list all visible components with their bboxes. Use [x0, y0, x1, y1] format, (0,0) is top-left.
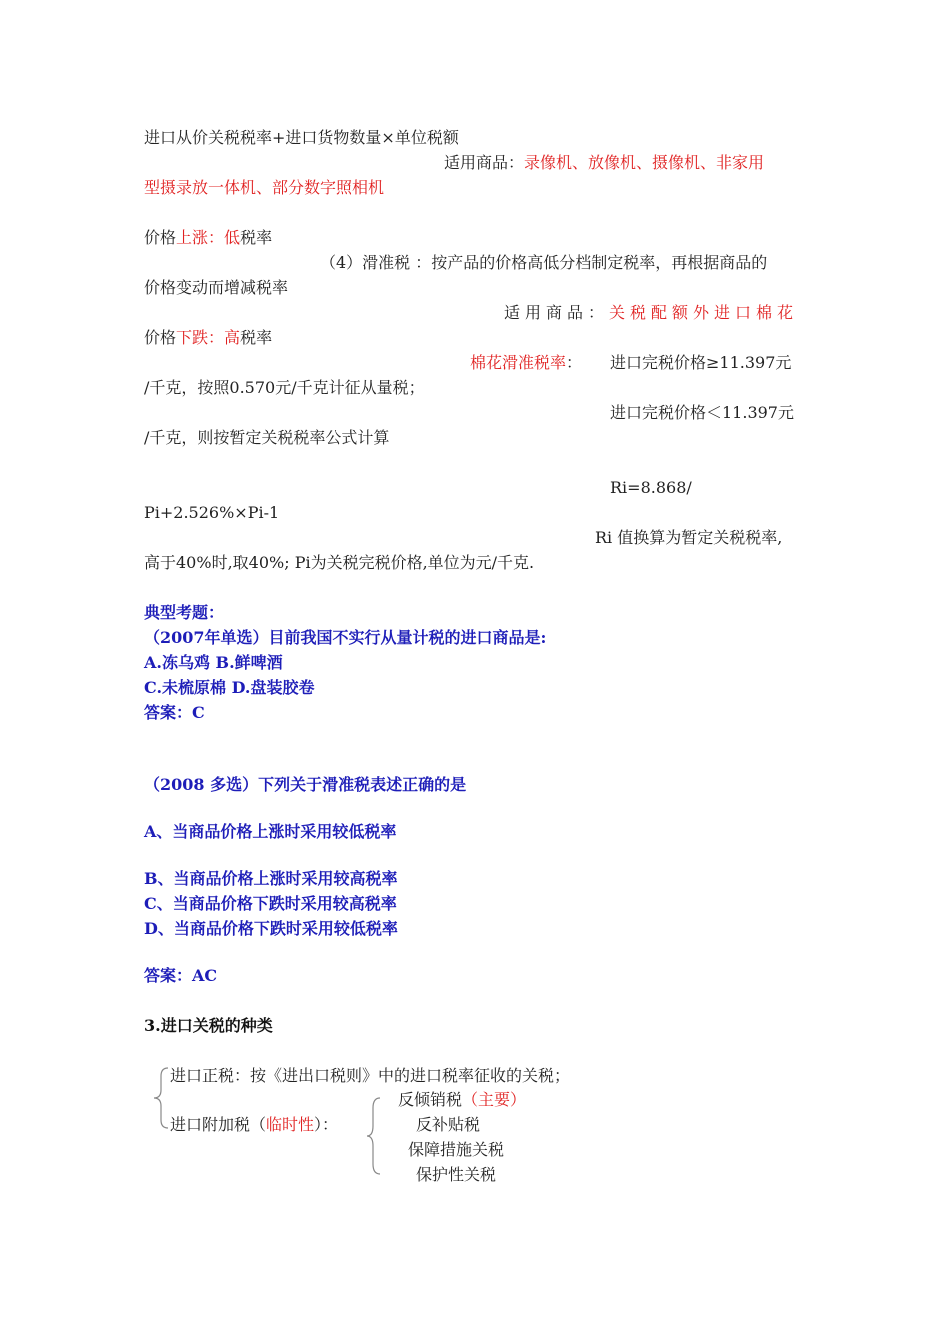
rise-label: 上涨 [176, 228, 209, 247]
sliding-tax-intro-continued: 价格变动而增减税率 [144, 278, 289, 297]
question-2-option-d: D、当商品价格下跌时采用较低税率 [144, 919, 398, 938]
fall-label: 下跌 [176, 328, 209, 347]
import-surcharge: 进口附加税（临时性）： [170, 1115, 339, 1134]
question-2-option-c: C、当商品价格下跌时采用较高税率 [144, 894, 397, 913]
cotton-sliding-rate-line: 棉花滑准税率： [470, 353, 583, 372]
condition-1: 进口完税价格≥11.397元 [610, 353, 792, 372]
applicable-goods: 录像机、放像机、摄像机、非家用 [524, 153, 765, 172]
cotton-label: 棉花滑准税率 [470, 353, 567, 372]
question-1-answer: 答案：C [144, 703, 205, 722]
retaliatory-duty: 保护性关税 [416, 1165, 497, 1184]
outer-brace-icon [152, 1066, 170, 1130]
applicable-goods-line-2: 适用商品：关税配额外进口棉花 [504, 303, 799, 322]
high-label: 高 [224, 328, 241, 347]
formula-line: 进口从价关税税率+进口货物数量×单位税额 [144, 128, 459, 147]
applicable-goods-continued: 型摄录放一体机、部分数字照相机 [144, 178, 385, 197]
question-2-answer: 答案：AC [144, 966, 218, 985]
low-label: 低 [224, 228, 241, 247]
condition-2-continued: /千克，则按暂定关税税率公式计算 [144, 428, 390, 447]
question-1: （2007年单选）目前我国不实行从量计税的进口商品是: [144, 628, 547, 647]
exam-heading: 典型考题： [144, 603, 225, 622]
formula: Ri=8.868/ [610, 478, 692, 497]
price-fall-line: 价格下跌：高税率 [144, 328, 273, 347]
question-2-option-a: A、当商品价格上涨时采用较低税率 [144, 822, 397, 841]
formula-continued: Pi+2.526%×Pi-1 [144, 503, 280, 522]
main-label: （主要） [462, 1090, 527, 1109]
question-1-options-ab: A.冻乌鸡 B.鲜啤酒 [144, 653, 283, 672]
formula-note: Ri 值换算为暂定关税税率, [595, 528, 783, 547]
question-2-option-b: B、当商品价格上涨时采用较高税率 [144, 869, 398, 888]
regular-import-tax: 进口正税：按《进出口税则》中的进口税率征收的关税； [170, 1066, 571, 1085]
condition-2: 进口完税价格＜11.397元 [610, 403, 794, 422]
countervailing-duty: 反补贴税 [416, 1115, 481, 1134]
inner-brace-icon [366, 1096, 382, 1176]
quota-cotton: 关税配额外进口棉花 [609, 303, 799, 322]
price-rise-line: 价格上涨：低税率 [144, 228, 273, 247]
sliding-tax-intro: （4）滑准税 ：按产品的价格高低分档制定税率，再根据商品的 [320, 253, 768, 272]
question-2: （2008 多选）下列关于滑准税表述正确的是 [144, 775, 467, 794]
condition-1-continued: /千克，按照0.570元/千克计征从量税； [144, 378, 425, 397]
section-heading: 3.进口关税的种类 [144, 1016, 273, 1035]
formula-note-continued: 高于40%时,取40%; Pi为关税完税价格,单位为元/千克. [144, 553, 535, 572]
temporary-label: 临时性 [266, 1115, 315, 1134]
applicable-goods-line-1 [444, 153, 764, 173]
anti-dumping-duty: 反倾销税（主要） [398, 1090, 527, 1109]
question-1-options-cd: C.未梳原棉 D.盘装胶卷 [144, 678, 315, 697]
applicable-label: 适用商品： [444, 153, 525, 172]
safeguard-duty: 保障措施关税 [408, 1140, 505, 1159]
